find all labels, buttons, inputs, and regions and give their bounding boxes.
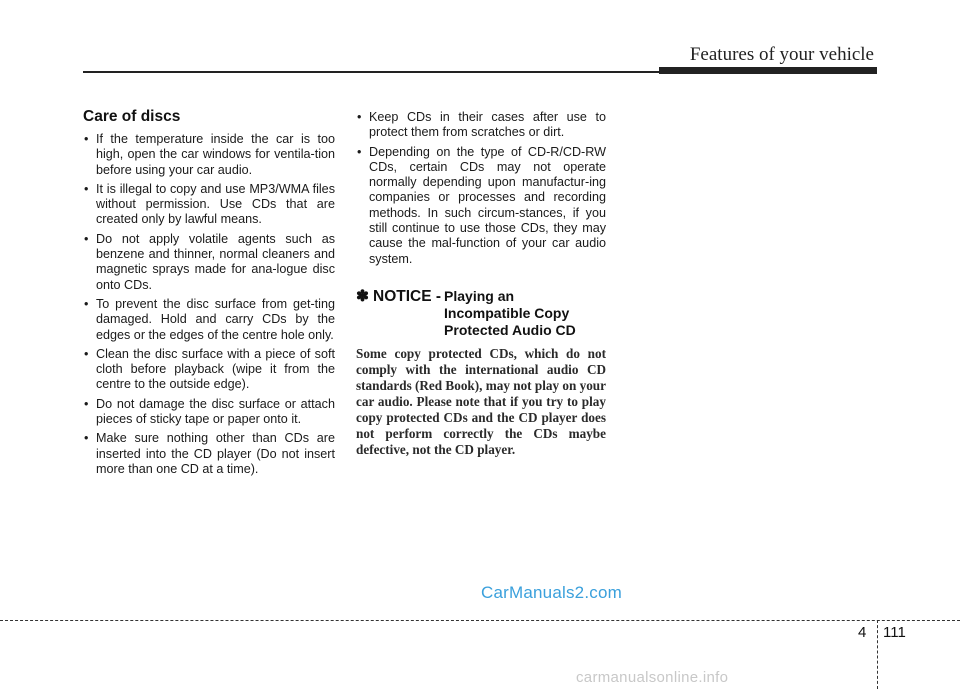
bullet-icon: • [84,396,89,411]
header-rule [83,71,659,73]
page-number: 111 [883,624,906,641]
list-item: • Depending on the type of CD-R/CD-RW CDs, certain CDs may not operate normally depending upon manufactur-ing companies or processes and recording methods. In such circum-stances, if you still continue to use those CDs, they may cause the mal-function of your car audio system. [357,144,606,266]
footer-vertical-divider [877,620,878,689]
notice-body: Some copy protected CDs, which do not comply with the international audio CD standards (Red Book), may not play on your car audio. Please note that if you try to play copy protected CDs and the CD player does not perform correctly the CDs maybe defective, not the CD player. [356,345,606,457]
bullet-icon: • [84,431,89,446]
bullet-icon: • [357,110,362,124]
right-column [356,110,606,458]
list-item: • Make sure nothing other than CDs are inserted into the CD player (Do not insert more than one CD at a time). [84,431,335,476]
list-item: • Do not damage the disc surface or attach pieces of sticky tape or paper onto it. [84,396,335,427]
notice-star-icon: ✽ [356,287,369,305]
bullet-icon: • [84,132,89,146]
bullet-icon: • [84,346,89,361]
footer-divider [0,620,960,621]
bullet-icon: • [84,296,89,311]
watermark-logo-text[interactable]: CarManuals2.com [481,583,622,602]
left-column [83,108,335,481]
notice-label: ✽ NOTICE - [356,287,442,305]
care-of-discs-list [83,132,335,477]
bullet-icon: • [84,231,89,246]
notice-header [356,287,606,339]
header-rule-accent [659,67,877,74]
chapter-number: 4 [858,624,867,641]
section-heading-care-of-discs: Care of discs [83,108,181,125]
list-item: • To prevent the disc surface from get-ting damaged. Hold and carry CDs by the edges or the edges of the centre hole only. [84,296,335,342]
list-item: • Keep CDs in their cases after use to protect them from scratches or dirt. [357,110,606,140]
list-item: • If the temperature inside the car is too high, open the car windows for ventila-tion before using your car audio. [84,132,335,177]
list-item: • It is illegal to copy and use MP3/WMA files without permission. Use CDs that are created only by lawful means. [84,181,335,227]
cd-tips-list [356,110,606,267]
list-item: • Do not apply volatile agents such as benzene and thinner, normal cleaners and magnetic sprays made for ana-logue disc onto CDs. [84,231,335,292]
list-item: • Clean the disc surface with a piece of soft cloth before playback (wipe it from the centre to the outside edge). [84,346,335,392]
bullet-icon: • [357,144,362,159]
notice-title: Playing an Incompatible Copy Protected Audio CD [444,287,576,338]
section-header-title: Features of your vehicle [689,44,874,65]
bullet-icon: • [84,181,89,196]
watermark-footer-text[interactable]: carmanualsonline.info [576,669,729,686]
